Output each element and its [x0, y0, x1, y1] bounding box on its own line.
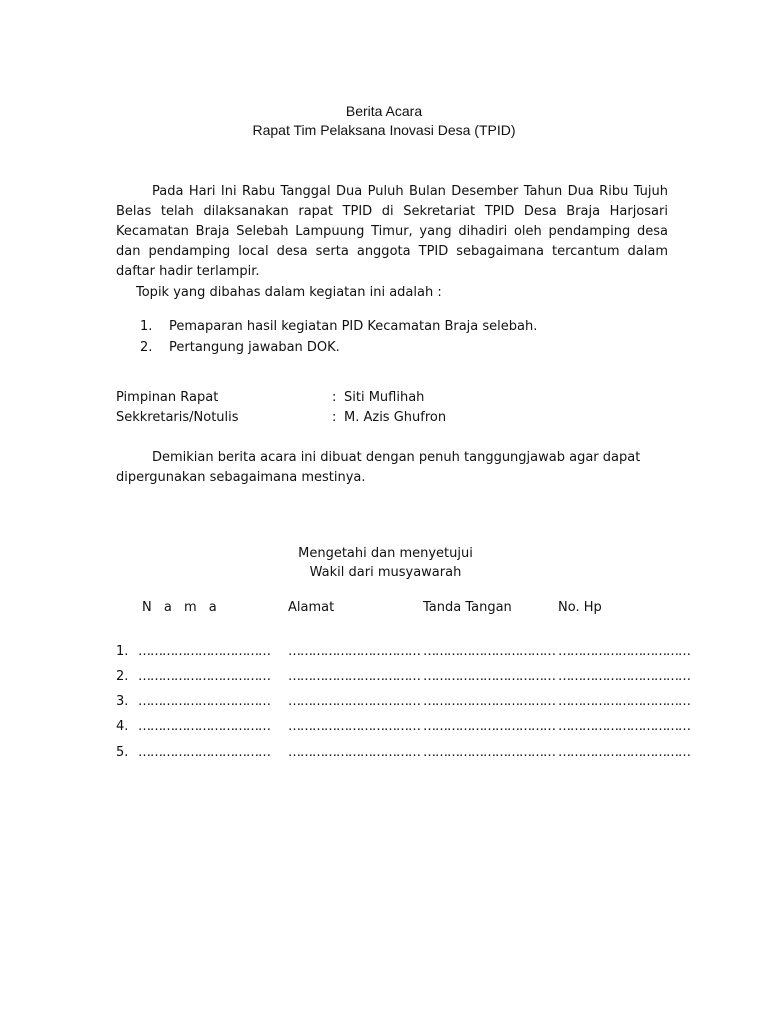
- official-chair: [116, 388, 616, 408]
- list-item-text: Pemaparan hasil kegiatan PID Kecamatan Braja selebah.: [169, 319, 538, 334]
- official-value: M. Azis Ghufron: [344, 410, 447, 425]
- list-item-text: Pertangung jawaban DOK.: [169, 340, 340, 355]
- alamat-blank: ……………………………: [288, 719, 420, 734]
- table-row: [116, 644, 696, 664]
- tanda-tangan-blank: ……………………………: [423, 644, 555, 659]
- document-subtitle: Rapat Tim Pelaksana Inovasi Desa (TPID): [252, 122, 516, 138]
- column-header-nama: N a m a: [142, 600, 221, 615]
- row-number: 4.: [116, 719, 129, 734]
- tanda-tangan-blank: ……………………………: [423, 719, 555, 734]
- alamat-blank: ……………………………: [288, 669, 420, 684]
- nama-blank: ……………………………: [138, 644, 270, 659]
- nama-blank: ……………………………: [138, 669, 270, 684]
- tanda-tangan-blank: ……………………………: [423, 669, 555, 684]
- column-header-alamat: Alamat: [288, 600, 335, 615]
- list-item-number: 1.: [140, 319, 153, 334]
- list-item: [140, 337, 537, 358]
- column-header-no-hp: No. Hp: [558, 600, 602, 615]
- alamat-blank: ……………………………: [288, 745, 420, 760]
- table-row: [116, 669, 696, 689]
- table-row: [116, 745, 696, 765]
- nama-blank: ……………………………: [138, 719, 270, 734]
- official-label: Sekkretaris/Notulis: [116, 410, 239, 425]
- no-hp-blank: ……………………………: [558, 644, 690, 659]
- closing-paragraph: Demikian berita acara ini dibuat dengan penuh tanggungjawab agar dapat dipergunakan sebagaimana mestinya.: [116, 450, 641, 485]
- nama-blank: ……………………………: [138, 694, 270, 709]
- official-colon: :: [332, 410, 337, 425]
- topic-list: [140, 316, 537, 358]
- row-number: 3.: [116, 694, 129, 709]
- official-value: Siti Muflihah: [344, 390, 425, 405]
- opening-paragraph: Pada Hari Ini Rabu Tanggal Dua Puluh Bulan Desember Tahun Dua Ribu Tujuh Belas telah dilaksanakan rapat TPID di Sekretariat TPID Desa Braja Harjosari Kecamatan Braja Selebah Lampuung Timur, yang dihadiri oleh pendamping desa dan pendamping local desa serta anggota TPID sebagaimana tercantum dalam daftar hadir terlampir.: [116, 184, 668, 279]
- topic-intro: Topik yang dibahas dalam kegiatan ini adalah :: [136, 285, 442, 300]
- official-colon: :: [332, 390, 337, 405]
- official-secretary: [116, 408, 616, 428]
- nama-blank: ……………………………: [138, 745, 270, 760]
- row-number: 1.: [116, 644, 129, 659]
- no-hp-blank: ……………………………: [558, 719, 690, 734]
- tanda-tangan-blank: ……………………………: [423, 745, 555, 760]
- official-label: Pimpinan Rapat: [116, 390, 219, 405]
- list-item: [140, 316, 537, 337]
- tanda-tangan-blank: ……………………………: [423, 694, 555, 709]
- alamat-blank: ……………………………: [288, 644, 420, 659]
- no-hp-blank: ……………………………: [558, 694, 690, 709]
- table-row: [116, 694, 696, 714]
- document-title: Berita Acara: [345, 103, 423, 119]
- row-number: 2.: [116, 669, 129, 684]
- table-row: [116, 719, 696, 739]
- alamat-blank: ……………………………: [288, 694, 420, 709]
- list-item-number: 2.: [140, 340, 153, 355]
- column-header-tanda-tangan: Tanda Tangan: [423, 600, 512, 615]
- no-hp-blank: ……………………………: [558, 745, 690, 760]
- no-hp-blank: ……………………………: [558, 669, 690, 684]
- row-number: 5.: [116, 745, 129, 760]
- approval-line-1: Mengetahi dan menyetujui: [298, 546, 473, 561]
- approval-line-2: Wakil dari musyawarah: [309, 565, 462, 580]
